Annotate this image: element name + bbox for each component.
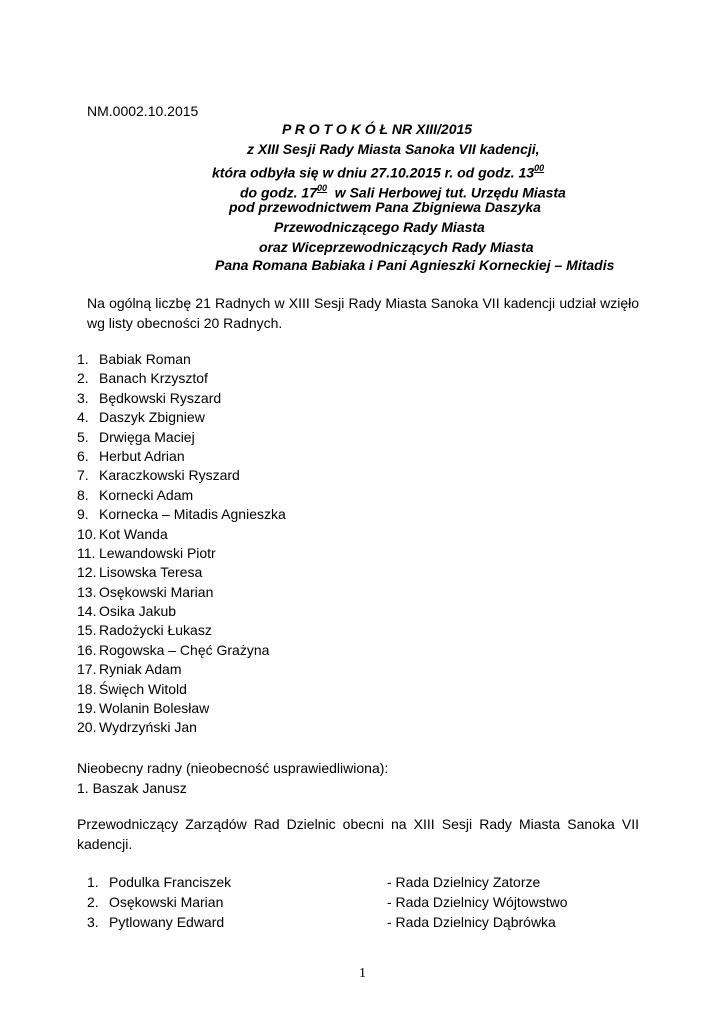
district-chair-number: 1. (87, 874, 99, 890)
councillor-item (77, 699, 286, 718)
councillor-name: Ryniak Adam (99, 661, 182, 678)
district-chair-number: 2. (87, 894, 99, 910)
councillor-item (77, 486, 286, 505)
councillor-number: 1. (77, 351, 89, 367)
district-chair-name: Osękowski Marian (109, 894, 224, 910)
councillor-name: Kornecki Adam (99, 486, 194, 503)
councillor-item (77, 447, 286, 466)
header-vice-line: oraz Wiceprzewodniczących Rady Miasta (259, 239, 534, 255)
document-reference: NM.0002.10.2015 (87, 103, 199, 119)
absent-section (77, 758, 388, 798)
councillor-name: Rogowska – Chęć Grażyna (99, 641, 270, 658)
districts-intro: Przewodniczący Zarządów Rad Dzielnic obecni na XIII Sesji Rady Miasta Sanoka VII kadencji. (77, 816, 639, 852)
header-date-line: która odbyła się w dniu 27.10.2015 r. od godz. $13^{00}$ (212, 163, 545, 181)
district-chair-number: 3. (87, 914, 99, 930)
councillor-name: Osika Jakub (99, 603, 177, 620)
councillor-name: Osękowski Marian (99, 583, 214, 600)
councillor-number: 9. (77, 506, 89, 523)
councillor-name: Wydrzyński Jan (99, 719, 197, 736)
councillor-item (77, 563, 286, 582)
header-time-line: do godz. $17^{00}$ w Sali Herbowej tut. Urzędu Miasta (240, 183, 566, 201)
councillor-item (77, 466, 286, 485)
councillor-number: 13. (77, 583, 97, 600)
councillor-item (77, 369, 286, 388)
district-name: - Rada Dzielnicy Wójtowstwo (387, 894, 568, 910)
councillor-item (77, 602, 286, 621)
councillor-name: Babiak Roman (99, 351, 191, 367)
header-chair-line: pod przewodnictwem Pana Zbigniewa Daszyka (229, 199, 541, 215)
district-chair-row (87, 872, 647, 892)
councillor-list (77, 350, 286, 738)
councillor-name: Będkowski Ryszard (99, 389, 222, 406)
councillor-number: 8. (77, 486, 89, 503)
header-chair-title-line: Przewodniczącego Rady Miasta (274, 219, 485, 235)
councillor-item (77, 583, 286, 602)
absent-heading: Nieobecny radny (nieobecność usprawiedliwiona): (77, 760, 389, 776)
district-chair-row (87, 892, 647, 912)
councillor-item (77, 544, 286, 563)
councillor-number: 20. (77, 719, 97, 736)
councillor-name: Herbut Adrian (99, 447, 185, 464)
councillor-number: 5. (77, 428, 89, 445)
header-vice-names-line: Pana Romana Babiaka i Pani Agnieszki Korneckiej – Mitadis (215, 257, 615, 273)
district-chair-name: Pytlowany Edward (109, 914, 225, 930)
councillor-name: Kornecka – Mitadis Agnieszka (99, 506, 286, 523)
district-chair-row (87, 912, 647, 932)
councillor-name: Banach Krzysztof (99, 370, 208, 387)
councillor-number: 14. (77, 603, 97, 620)
district-name: - Rada Dzielnicy Zatorze (387, 874, 541, 890)
district-chair-name: Podulka Franciszek (109, 874, 232, 890)
councillor-item (77, 525, 286, 544)
councillor-number: 12. (77, 564, 97, 581)
councillor-name: Drwięga Maciej (99, 428, 195, 445)
councillor-item (77, 621, 286, 640)
councillor-number: 17. (77, 661, 97, 678)
councillor-name: Radożycki Łukasz (99, 622, 212, 639)
councillor-number: 19. (77, 700, 97, 717)
councillor-name: Święch Witold (99, 680, 187, 697)
councillor-number: 7. (77, 467, 89, 484)
councillor-item (77, 718, 286, 737)
councillor-item (77, 680, 286, 699)
councillor-name: Karaczkowski Ryszard (99, 467, 240, 484)
councillor-number: 2. (77, 370, 89, 387)
councillor-number: 10. (77, 525, 97, 542)
absent-item: 1. Baszak Janusz (77, 780, 187, 796)
councillor-name: Wolanin Bolesław (99, 700, 210, 717)
councillor-name: Lisowska Teresa (99, 564, 203, 581)
page-number: 1 (359, 966, 366, 981)
councillor-number: 6. (77, 447, 89, 464)
councillor-number: 3. (77, 389, 89, 406)
councillor-number: 15. (77, 622, 97, 639)
councillor-number: 4. (77, 409, 89, 426)
councillor-name: Lewandowski Piotr (99, 544, 216, 561)
attendance-intro: Na ogólną liczbę 21 Radnych w XIII Sesji Rady Miasta Sanoka VII kadencji udział wzięło wg listy obecności 20 Radnych. (87, 295, 639, 331)
councillor-name: Kot Wanda (99, 525, 168, 542)
councillor-item (77, 389, 286, 408)
councillor-item (77, 350, 286, 369)
councillor-item (77, 660, 286, 679)
councillor-number: 16. (77, 641, 97, 658)
councillor-item (77, 505, 286, 524)
councillor-number: 11. (77, 544, 96, 561)
district-name: - Rada Dzielnicy Dąbrówka (387, 914, 556, 930)
protocol-title: P R O T O K Ó Ł NR XIII/2015 (282, 121, 473, 137)
councillor-number: 18. (77, 680, 97, 697)
header-session-line: z XIII Sesji Rady Miasta Sanoka VII kadencji, (247, 141, 540, 157)
district-chairs-list (87, 872, 647, 932)
councillor-name: Daszyk Zbigniew (99, 409, 205, 426)
councillor-item (77, 641, 286, 660)
councillor-item (77, 408, 286, 427)
councillor-item (77, 428, 286, 447)
